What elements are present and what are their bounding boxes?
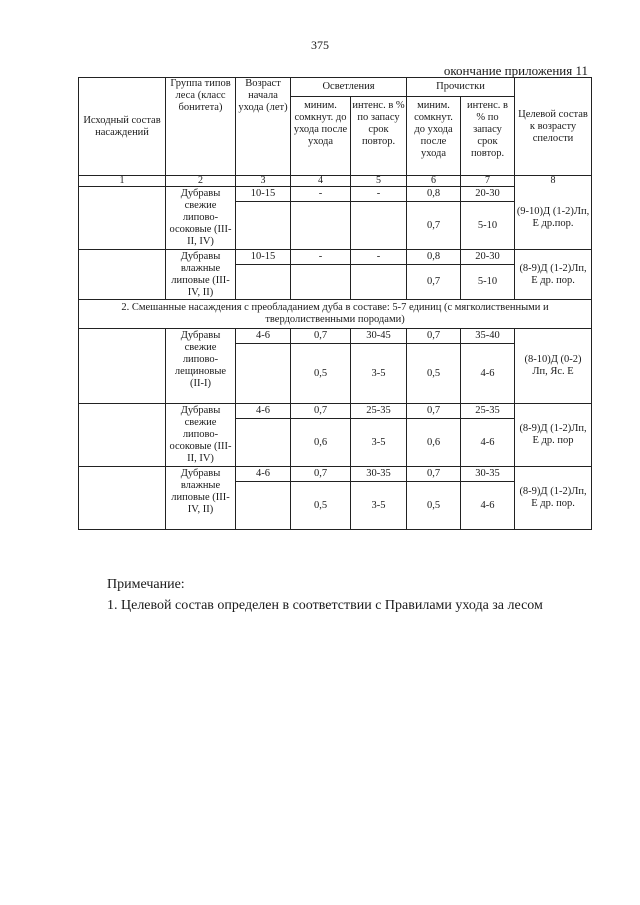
target-composition-cell: (9-10)Д (1-2)Лп, Е др.пор.: [515, 187, 592, 250]
forest-type-cell: Дубравы влажные липовые (III-IV, II): [166, 250, 236, 300]
table-cell: 0,7: [407, 329, 461, 344]
table-cell: 0,7: [291, 467, 351, 482]
table-cell: 30-35: [461, 467, 515, 482]
table-cell: 0,7: [407, 265, 461, 300]
start-age-cell: [236, 419, 291, 467]
table-cell: 3-5: [351, 482, 407, 530]
table-cell: -: [351, 187, 407, 202]
section-heading: 2. Смешанные насаждения с преобладанием дуба в составе: 5-7 единиц (с мягколиственными и твердолиственными породами): [79, 300, 592, 329]
table-cell: [291, 202, 351, 250]
start-age-cell: 10-15: [236, 250, 291, 265]
table-cell: 0,7: [407, 202, 461, 250]
initial-composition-cell: [79, 329, 166, 404]
forest-type-cell: Дубравы свежие липово-лещиновые (II-I): [166, 329, 236, 404]
header-osvetleniya: Осветления: [291, 78, 407, 97]
forest-care-table: [78, 77, 592, 530]
table-cell: 5-10: [461, 202, 515, 250]
start-age-cell: 4-6: [236, 329, 291, 344]
table-cell: [351, 202, 407, 250]
table-cell: 20-30: [461, 250, 515, 265]
header-start-age: Возраст начала ухода (лет): [236, 78, 291, 176]
table-cell: [291, 265, 351, 300]
start-age-cell: 4-6: [236, 467, 291, 482]
table-cell: 25-35: [351, 404, 407, 419]
start-age-cell: [236, 265, 291, 300]
page-number: 375: [311, 38, 329, 52]
table-cell: 0,7: [291, 404, 351, 419]
header-initial-composition: Исходный состав насаждений: [79, 78, 166, 176]
table-cell: 25-35: [461, 404, 515, 419]
appendix-label: окончание приложения 11: [443, 63, 588, 78]
header-osv-min-density: миним. сомкнут. до ухода после ухода: [291, 97, 351, 176]
start-age-cell: [236, 202, 291, 250]
header-proch-intensity: интенс. в % по запасу срок повтор.: [461, 97, 515, 176]
note-line: 1. Целевой состав определен в соответствии с Правилами ухода за лесом: [107, 598, 543, 613]
table-cell: 30-45: [351, 329, 407, 344]
table-cell: 5-10: [461, 265, 515, 300]
col-number: 3: [236, 176, 291, 187]
table-cell: 0,5: [407, 344, 461, 404]
start-age-cell: [236, 344, 291, 404]
col-number: 4: [291, 176, 351, 187]
table-cell: 3-5: [351, 419, 407, 467]
table-cell: 0,5: [291, 344, 351, 404]
col-number: 7: [461, 176, 515, 187]
header-prochistki: Прочистки: [407, 78, 515, 97]
target-composition-cell: (8-9)Д (1-2)Лп, Е др. пор.: [515, 467, 592, 530]
forest-type-cell: Дубравы свежие липово-осоковые (III-II, IV): [166, 187, 236, 250]
table-cell: 4-6: [461, 344, 515, 404]
target-composition-cell: (8-9)Д (1-2)Лп, Е др. пор.: [515, 250, 592, 300]
table-cell: 0,5: [291, 482, 351, 530]
header-forest-type-group: Группа типов леса (класс бонитета): [166, 78, 236, 176]
table-cell: -: [291, 187, 351, 202]
header-proch-min-density: миним. сомкнут. до ухода после ухода: [407, 97, 461, 176]
col-number: 1: [79, 176, 166, 187]
col-number: 6: [407, 176, 461, 187]
table-cell: 30-35: [351, 467, 407, 482]
table-cell: 35-40: [461, 329, 515, 344]
table-cell: 20-30: [461, 187, 515, 202]
start-age-cell: [236, 482, 291, 530]
table-cell: 4-6: [461, 419, 515, 467]
note-title: Примечание:: [107, 577, 185, 592]
table-cell: 0,7: [291, 329, 351, 344]
forest-type-cell: Дубравы влажные липовые (III-IV, II): [166, 467, 236, 530]
table-cell: [351, 265, 407, 300]
table-cell: 0,6: [407, 419, 461, 467]
table-cell: 0,8: [407, 187, 461, 202]
table-cell: 0,7: [407, 467, 461, 482]
header-osv-intensity: интенс. в % по запасу срок повтор.: [351, 97, 407, 176]
col-number: 5: [351, 176, 407, 187]
table-cell: 4-6: [461, 482, 515, 530]
start-age-cell: 4-6: [236, 404, 291, 419]
table-cell: 0,6: [291, 419, 351, 467]
table-cell: 3-5: [351, 344, 407, 404]
col-number: 8: [515, 176, 592, 187]
col-number: 2: [166, 176, 236, 187]
initial-composition-cell: [79, 467, 166, 530]
table-cell: -: [291, 250, 351, 265]
start-age-cell: 10-15: [236, 187, 291, 202]
table-cell: 0,7: [407, 404, 461, 419]
table-cell: 0,8: [407, 250, 461, 265]
header-target-composition: Целевой состав к возрасту спелости: [515, 78, 592, 176]
forest-type-cell: Дубравы свежие липово-осоковые (III-II, IV): [166, 404, 236, 467]
target-composition-cell: (8-10)Д (0-2) Лп, Яс. Е: [515, 329, 592, 404]
table-cell: 0,5: [407, 482, 461, 530]
initial-composition-cell: [79, 404, 166, 467]
initial-composition-cell: [79, 187, 166, 250]
target-composition-cell: (8-9)Д (1-2)Лп, Е др. пор: [515, 404, 592, 467]
initial-composition-cell: [79, 250, 166, 300]
table-cell: -: [351, 250, 407, 265]
